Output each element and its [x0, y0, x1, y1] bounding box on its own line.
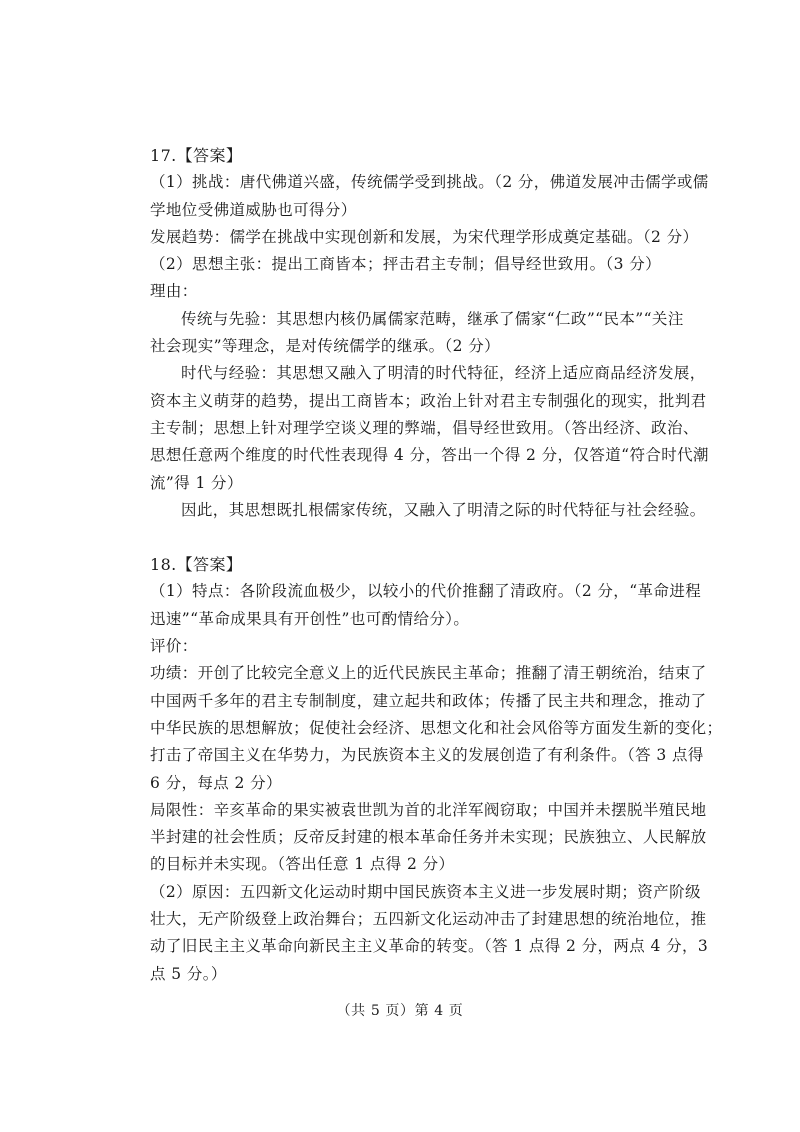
- q17-line: （1）挑战：唐代佛道兴盛，传统儒学受到挑战。（2 分，佛道发展冲击儒学或儒: [150, 173, 709, 192]
- q18-line: 打击了帝国主义在华势力，为民族资本主义的发展创造了有利条件。（答 3 点得: [150, 746, 704, 765]
- q18-line: 局限性：辛亥革命的果实被袁世凯为首的北洋军阀窃取；中国并未摆脱半殖民地: [150, 800, 707, 819]
- paragraph-line: 资本主义萌芽的趋势，提出工商皆本；政治上针对君主专制强化的现实，批判君: [150, 391, 707, 410]
- paragraph-line: 传统与先验：其思想内核仍属儒家范畴，继承了儒家“仁政”“民本”“关注: [181, 309, 684, 328]
- q18-line: （2）原因：五四新文化运动时期中国民族资本主义进一步发展时期；资产阶级: [150, 882, 701, 901]
- paragraph-line: 主专制；思想上针对理学空谈义理的弊端，倡导经世致用。（答出经济、政治、: [150, 418, 699, 437]
- paragraph-line: 时代与经验：其思想又融入了明清的时代特征，经济上适应商品经济发展，: [181, 364, 706, 383]
- q18-line: 6 分，每点 2 分）: [150, 773, 282, 792]
- q18-line: 壮大，无产阶级登上政治舞台；五四新文化运动冲击了封建思想的统治地位，推: [150, 910, 707, 929]
- question-18-answer: [150, 551, 723, 988]
- question-17-answer: [150, 142, 709, 524]
- page-footer: （共 5 页）第 4 页: [336, 1003, 464, 1019]
- section-gap: [150, 524, 655, 551]
- q17-line: 学地位受佛道威胁也可得分）: [150, 200, 357, 219]
- q18-line: 半封建的社会性质；反帝反封建的根本革命任务并未实现；民族独立、人民解放: [150, 828, 707, 847]
- q17-line: 理由：: [150, 282, 198, 301]
- q18-line: 点 5 分。）: [150, 964, 227, 983]
- q18-line: 中华民族的思想解放；促使社会经济、思想文化和社会风俗等方面发生新的变化；: [150, 718, 723, 737]
- q18-line: 功绩：开创了比较完全意义上的近代民族民主革命；推翻了清王朝统治，结束了: [150, 664, 707, 683]
- q18-line: 评价：: [150, 637, 198, 656]
- q17-paragraph-era: [150, 360, 709, 496]
- q17-line: （2）思想主张：提出工商皆本；抨击君主专制；倡导经世致用。（3 分）: [150, 255, 662, 274]
- paragraph-line: 社会现实”等理念，是对传统儒学的继承。（2 分）: [150, 337, 501, 356]
- q17-heading: 17.【答案】: [150, 146, 243, 165]
- q17-paragraph-tradition: [150, 306, 684, 361]
- paragraph-line: 流”得 1 分）: [150, 473, 243, 492]
- q18-line: 中国两千多年的君主专制制度，建立起共和政体；传播了民主共和理念，推动了: [150, 691, 707, 710]
- q18-line: （1）特点：各阶段流血极少，以较小的代价推翻了清政府。（2 分，“革命进程: [150, 582, 702, 601]
- q18-heading: 18.【答案】: [150, 555, 243, 575]
- q18-line: 的目标并未实现。（答出任意 1 点得 2 分）: [150, 855, 455, 874]
- q17-paragraph-conclusion: 因此，其思想既扎根儒家传统，又融入了明清之际的时代特征与社会经验。: [181, 500, 706, 519]
- q18-line: 动了旧民主主义革命向新民主主义革命的转变。（答 1 点得 2 分，两点 4 分，3: [150, 937, 709, 956]
- q18-line: 迅速”“革命成果具有开创性”也可酌情给分）。: [150, 609, 470, 628]
- paragraph-line: 思想任意两个维度的时代性表现得 4 分，答出一个得 2 分，仅答道“符合时代潮: [150, 446, 709, 465]
- q17-line: 发展趋势：儒学在挑战中实现创新和发展，为宋代理学形成奠定基础。（2 分）: [150, 227, 699, 246]
